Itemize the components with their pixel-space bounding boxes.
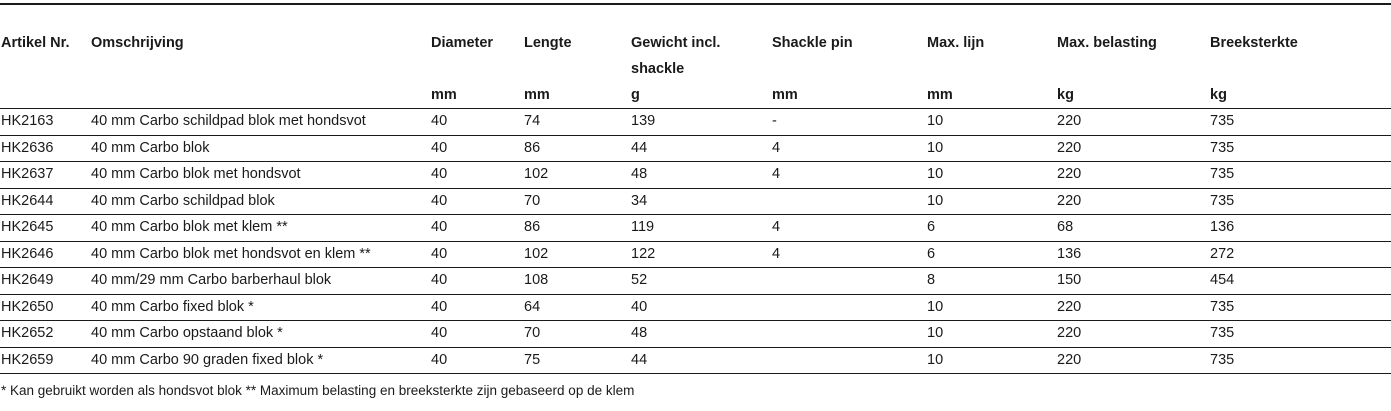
- table-cell: 40 mm Carbo schildpad blok met hondsvot: [90, 109, 430, 136]
- top-rule: [0, 3, 1391, 5]
- table-row: [0, 109, 1391, 136]
- table-cell: HK2645: [0, 215, 90, 242]
- table-row: [0, 162, 1391, 189]
- header-shackle-pin: Shackle pin: [772, 35, 853, 51]
- table-cell: 119: [630, 215, 771, 242]
- table-cell: 272: [1209, 241, 1391, 268]
- table-cell: 40: [430, 321, 523, 348]
- table-cell: 40: [630, 294, 771, 321]
- table-row: [0, 188, 1391, 215]
- table-row: [0, 321, 1391, 348]
- table-cell: 6: [926, 241, 1056, 268]
- footnote: * Kan gebruikt worden als hondsvot blok ** Maximum belasting en breeksterkte zijn gebaseerd op de klem: [1, 383, 635, 398]
- table-cell: 150: [1056, 268, 1209, 295]
- table-cell: HK2637: [0, 162, 90, 189]
- table-cell: 735: [1209, 188, 1391, 215]
- table-cell: 40: [430, 294, 523, 321]
- table-cell: 122: [630, 241, 771, 268]
- table-row: [0, 347, 1391, 374]
- table-cell: 735: [1209, 109, 1391, 136]
- table-cell: 48: [630, 321, 771, 348]
- table-cell: 86: [523, 135, 630, 162]
- header-max-belasting: Max. belasting: [1057, 35, 1157, 51]
- table-row: [0, 241, 1391, 268]
- unit-cell: mm: [523, 82, 630, 109]
- table-cell: [771, 268, 926, 295]
- unit-cell: kg: [1056, 82, 1209, 109]
- table-cell: [771, 188, 926, 215]
- table-row: [0, 268, 1391, 295]
- table-cell: 40: [430, 215, 523, 242]
- table-cell: HK2636: [0, 135, 90, 162]
- table-cell: 220: [1056, 347, 1209, 374]
- unit-cell: mm: [430, 82, 523, 109]
- table-cell: 10: [926, 188, 1056, 215]
- header-breeksterkte: Breeksterkte: [1210, 35, 1298, 51]
- table-cell: 70: [523, 321, 630, 348]
- table-cell: HK2644: [0, 188, 90, 215]
- table-cell: 10: [926, 294, 1056, 321]
- table-cell: 10: [926, 162, 1056, 189]
- header-omschrijving: Omschrijving: [91, 35, 184, 51]
- table-cell: 44: [630, 347, 771, 374]
- table-cell: 220: [1056, 135, 1209, 162]
- table-cell: 139: [630, 109, 771, 136]
- table-cell: HK2659: [0, 347, 90, 374]
- unit-cell: mm: [926, 82, 1056, 109]
- table-cell: 220: [1056, 294, 1209, 321]
- table-cell: 220: [1056, 321, 1209, 348]
- table-cell: 4: [771, 241, 926, 268]
- table-cell: 74: [523, 109, 630, 136]
- table-cell: 8: [926, 268, 1056, 295]
- table-cell: 136: [1056, 241, 1209, 268]
- table-cell: 40 mm Carbo blok met klem **: [90, 215, 430, 242]
- table-cell: 40 mm Carbo blok met hondsvot en klem **: [90, 241, 430, 268]
- table-cell: 6: [926, 215, 1056, 242]
- table-body: [0, 109, 1391, 374]
- table-cell: HK2163: [0, 109, 90, 136]
- table-cell: 40 mm Carbo blok met hondsvot: [90, 162, 430, 189]
- unit-cell: [90, 82, 430, 109]
- header-diameter: Diameter: [431, 35, 494, 51]
- table-cell: 40: [430, 109, 523, 136]
- header-max-lijn: Max. lijn: [927, 35, 985, 51]
- table-cell: 4: [771, 135, 926, 162]
- table-row: [0, 294, 1391, 321]
- table-cell: 40 mm Carbo schildpad blok: [90, 188, 430, 215]
- table-cell: 40: [430, 268, 523, 295]
- table-cell: 10: [926, 135, 1056, 162]
- table-cell: 220: [1056, 109, 1209, 136]
- unit-cell: [0, 82, 90, 109]
- table-cell: 735: [1209, 162, 1391, 189]
- table-cell: [771, 321, 926, 348]
- table-cell: 102: [523, 162, 630, 189]
- header-row: [0, 26, 1391, 82]
- table-cell: 40: [430, 162, 523, 189]
- table-cell: 75: [523, 347, 630, 374]
- table-cell: 10: [926, 321, 1056, 348]
- table-row: [0, 135, 1391, 162]
- table-cell: 52: [630, 268, 771, 295]
- table-cell: HK2649: [0, 268, 90, 295]
- table-cell: 40 mm Carbo blok: [90, 135, 430, 162]
- table-cell: 40: [430, 135, 523, 162]
- table-cell: 40 mm Carbo 90 graden fixed blok *: [90, 347, 430, 374]
- table-cell: 10: [926, 109, 1056, 136]
- table-cell: [771, 347, 926, 374]
- table-cell: 64: [523, 294, 630, 321]
- table-cell: 136: [1209, 215, 1391, 242]
- table-cell: 40 mm/29 mm Carbo barberhaul blok: [90, 268, 430, 295]
- table-cell: 4: [771, 215, 926, 242]
- table-cell: 40 mm Carbo opstaand blok *: [90, 321, 430, 348]
- header-lengte: Lengte: [524, 35, 572, 51]
- table-cell: 735: [1209, 294, 1391, 321]
- table-cell: 10: [926, 347, 1056, 374]
- table-cell: 4: [771, 162, 926, 189]
- table-cell: 44: [630, 135, 771, 162]
- table-cell: 102: [523, 241, 630, 268]
- unit-cell: g: [630, 82, 771, 109]
- table-cell: 735: [1209, 321, 1391, 348]
- units-row: [0, 82, 1391, 109]
- header-artikel-nr: Artikel Nr.: [1, 35, 70, 51]
- table-cell: 86: [523, 215, 630, 242]
- table-cell: 70: [523, 188, 630, 215]
- table-cell: 40: [430, 241, 523, 268]
- spec-table: [0, 26, 1391, 374]
- table-cell: 454: [1209, 268, 1391, 295]
- table-cell: 220: [1056, 162, 1209, 189]
- header-gewicht: Gewicht incl. shackle: [631, 35, 721, 77]
- table-row: [0, 215, 1391, 242]
- table-cell: 108: [523, 268, 630, 295]
- table-cell: -: [771, 109, 926, 136]
- table-cell: HK2646: [0, 241, 90, 268]
- table-cell: HK2650: [0, 294, 90, 321]
- table-cell: HK2652: [0, 321, 90, 348]
- table-cell: 735: [1209, 347, 1391, 374]
- unit-cell: mm: [771, 82, 926, 109]
- unit-cell: kg: [1209, 82, 1391, 109]
- table-cell: 40 mm Carbo fixed blok *: [90, 294, 430, 321]
- table-cell: 220: [1056, 188, 1209, 215]
- table-cell: [771, 294, 926, 321]
- table-cell: 40: [430, 347, 523, 374]
- table-cell: 735: [1209, 135, 1391, 162]
- table-cell: 68: [1056, 215, 1209, 242]
- table-cell: 48: [630, 162, 771, 189]
- table-cell: 40: [430, 188, 523, 215]
- table-cell: 34: [630, 188, 771, 215]
